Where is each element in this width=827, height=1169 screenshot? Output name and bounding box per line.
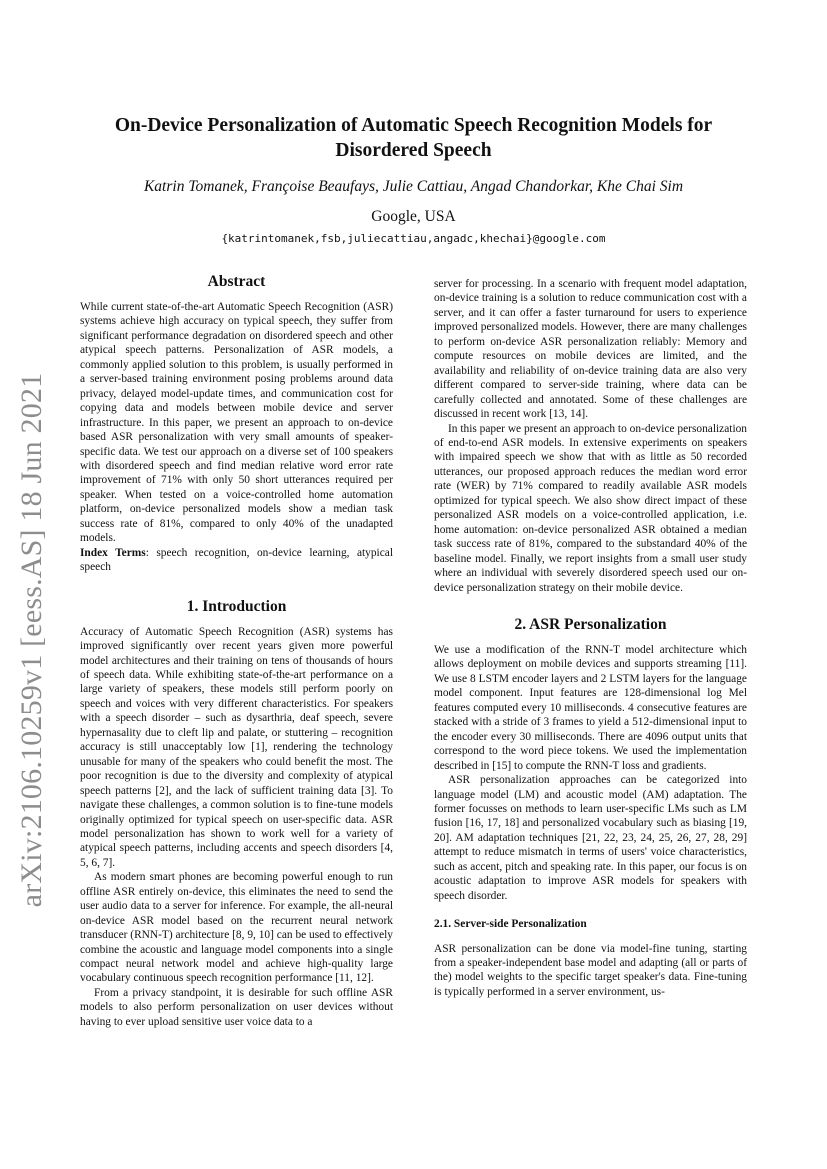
index-terms-text: : speech recognition, on-device learning, atypical speech bbox=[80, 546, 393, 574]
intro-paragraph-1: Accuracy of Automatic Speech Recognition (ASR) systems has improved significantly over recent years given more powerful model architectures and their training on tens of thousands of hours of speech data. While exhibiting state-of-the-art performance on a large variety of speakers, these models still perform poorly on speech and voices with very different characteristics. For speakers with a speech disorder – such as dysarthria, deaf speech, severe hypernasality due to cleft lip and palate, or stuttering – recognition accuracy is still unacceptably low [1], rendering the technology unusable for many of the speakers who could benefit the most. The poor recognition is due to the diversity and complexity of atypical speech patterns [2], and the lack of sufficient training data [3]. To navigate these challenges, a common solution is to fine-tune models originally optimized for typical speech on user-specific data. ASR model personalization has shown to work well for a variety of atypical speech patterns, including accents and speech disorders [4, 5, 6, 7]. bbox=[80, 625, 393, 869]
arxiv-stamp bbox=[6, 360, 58, 920]
asr-paragraph-2: ASR personalization approaches can be categorized into language model (LM) and acoustic model (AM) adaptation. The former focusses on methods to learn user-specific LMs such as LM fusion [16, 17, 18] and personalized vocabulary such as biasing [19, 20]. AM adaptation techniques [21, 22, 23, 24, 25, 26, 27, 28, 29] attempt to reduce mismatch in terms of users' voice characteristics, such as accent, pitch and speaking rate. In this paper, our focus is on acoustic adaptation to improve ASR models for speakers with speech disorder. bbox=[434, 774, 747, 902]
left-column bbox=[80, 272, 393, 1029]
abstract-text: While current state-of-the-art Automatic Speech Recognition (ASR) systems achieve high accuracy on typical speech, they suffer from significant performance degradation on disordered speech and other atypical speech patterns. Personalization of ASR models, a commonly applied solution to this problem, is usually performed in a server-based training environment posing problems around data privacy, delayed model-update times, and communication cost for copying data and models between mobile device and server infrastructure. In this paper, we present an approach to on-device based ASR personalization with very small amounts of speaker-specific data. We test our approach on a diverse set of 100 speakers with disordered speech and find median relative word error rate improvement of 71% with only 50 short utterances required per speaker. When tested on a voice-controlled home automation platform, on-device personalized models show a median task success rate of 81%, compared to only 40% of the unadapted models. bbox=[80, 301, 393, 545]
intro-paragraph-3: From a privacy standpoint, it is desirable for such offline ASR models to also perform personalization on user devices without having to ever upload sensitive user voice data to a bbox=[80, 986, 393, 1028]
server-side-personalization-heading: 2.1. Server-side Personalization bbox=[434, 918, 587, 931]
intro-paragraph-2: As modern smart phones are becoming powerful enough to run offline ASR entirely on-device, this eliminates the need to send the user audio data to a server for inference. For example, the all-neural on-device ASR model based on the recurrent neural network transducer (RNN-T) architecture [8, 9, 10] can be used to effectively combine the acoustic and language model components into a single compact neural network model and achieve high-quality large vocabulary continuous speech recognition performance [11, 12]. bbox=[80, 871, 393, 985]
arxiv-stamp-text[interactable]: arXiv:2106.10259v1 [eess.AS] 18 Jun 2021 bbox=[15, 372, 48, 908]
author-emails: {katrintomanek,fsb,juliecattiau,angadc,khechai}@google.com bbox=[221, 232, 606, 245]
abstract-heading: Abstract bbox=[207, 273, 266, 290]
paper-title: On-Device Personalization of Automatic Speech Recognition Models for Disordered Speech bbox=[114, 115, 713, 161]
author-list: Katrin Tomanek, Françoise Beaufays, Julie Cattiau, Angad Chandorkar, Khe Chai Sim bbox=[143, 178, 684, 195]
intro-paragraph-4: In this paper we present an approach to on-device personalization of end-to-end ASR models. In extensive experiments on speakers with impaired speech we show that with as little as 50 recorded utterances, our proposed approach reduces the median word error rate (WER) by 71% compared to readily available ASR models optimized for typical speech. We also show direct impact of these personalized ASR models on a voice-controlled application, i.e. home automation: on-device personalized ASR obtained a median task success rate of 81%, compared to the substandard 40% of the baseline model. Finally, we report insights from a small user study where an individual with severely disordered speech used our on-device personalization strategy on their mobile device. bbox=[434, 422, 747, 594]
introduction-heading: 1. Introduction bbox=[186, 597, 287, 615]
index-terms bbox=[80, 546, 393, 575]
right-column bbox=[434, 277, 747, 999]
index-terms-label: Index Terms bbox=[80, 546, 146, 559]
affiliation: Google, USA bbox=[371, 208, 456, 225]
asr-paragraph-3: ASR personalization can be done via model-fine tuning, starting from a speaker-independent base model and adapting (all or parts of the) model weights to the specific target speaker's data. Fine-tuning is typically performed in a server environment, us- bbox=[434, 942, 747, 998]
asr-personalization-heading: 2. ASR Personalization bbox=[514, 615, 667, 633]
asr-paragraph-1: We use a modification of the RNN-T model architecture which allows deployment on mobile devices and supports streaming [11]. We use 8 LSTM encoder layers and 2 LSTM layers for the language model component. Input features are 128-dimensional log Mel features computed every 10 milliseconds. 4 consecutive features are stacked with a stride of 3 frames to yield a 512-dimensional input to the encoder every 30 milliseconds. There are 4096 output units that correspond to the word piece tokens. We used the implementation described in [15] to compute the RNN-T loss and gradients. bbox=[434, 643, 747, 772]
intro-paragraph-3-continued: server for processing. In a scenario with frequent model adaptation, on-device training is a solution to reduce communication cost with a server, and it can offer a faster turnaround for users to experience improved personalized models. However, there are many challenges to perform on-device ASR personalization reliably: Memory and compute resources on mobile devices are limited, and the availability and reliability of on-device training data are also very different compared to server-side training, where data can be carefully collected and annotated. Some of these challenges are discussed in recent work [13, 14]. bbox=[434, 278, 747, 421]
